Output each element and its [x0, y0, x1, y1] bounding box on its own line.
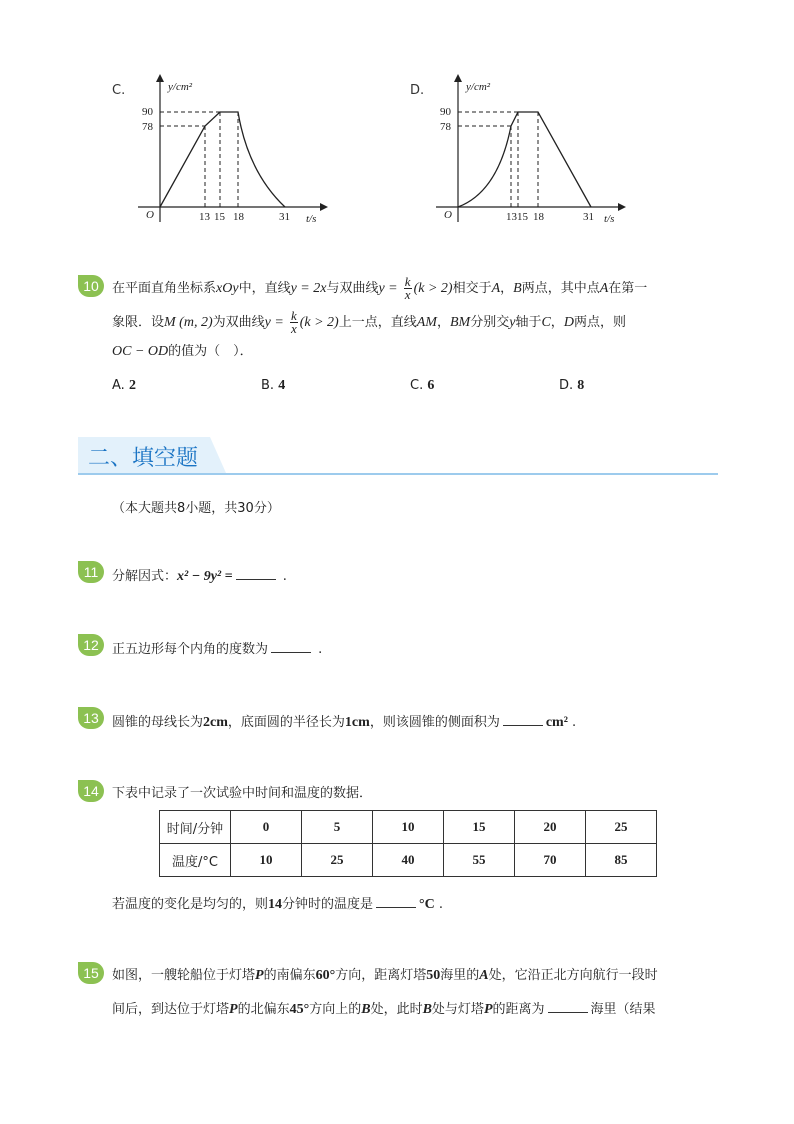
q14-text: 下表中记录了一次试验中时间和温度的数据．	[112, 786, 373, 801]
graph-d-origin: O	[444, 209, 452, 221]
table-cell: 55	[444, 844, 515, 877]
q13-text: 圆锥的母线长为2cm，底面圆的半径长为1cm，则该圆锥的侧面积为 cm² .	[112, 711, 576, 733]
graph-c-y-tick-90: 90	[142, 106, 153, 118]
question-number-13: 13	[78, 707, 104, 729]
q12-answer-blank[interactable]	[271, 638, 311, 653]
section-header	[78, 437, 718, 475]
graph-c-label: C.	[112, 83, 126, 98]
q10-option-c[interactable]: C. 6	[410, 378, 435, 393]
graph-d-y-tick-78: 78	[440, 121, 451, 133]
graph-c-x-tick-15: 15	[214, 211, 225, 223]
q10-line-1: 在平面直角坐标系xOy中，直线y = 2x与双曲线y = $\frac{k}{x}$ (k > 2)相交于A，B两点，其中点A在第一	[112, 274, 648, 302]
graph-c	[130, 72, 330, 232]
q10-line-3: OC − OD的值为（ ）．	[112, 344, 253, 359]
graph-d	[428, 72, 628, 232]
section-title: 二、填空题	[88, 446, 199, 471]
graph-c-y-tick-78: 78	[142, 121, 153, 133]
graph-d-y-tick-90: 90	[440, 106, 451, 118]
time-temperature-table	[159, 810, 657, 877]
table-cell: 10	[373, 811, 444, 844]
question-number-11: 11	[78, 561, 104, 583]
graph-d-label: D.	[410, 83, 425, 98]
table-cell: 40	[373, 844, 444, 877]
table-cell: 15	[444, 811, 515, 844]
fraction-k-over-x: $\frac{k}{x}$	[404, 274, 411, 302]
table-cell: 0	[231, 811, 302, 844]
section-divider	[78, 473, 718, 475]
graph-c-origin: O	[146, 209, 154, 221]
graph-d-x-tick-31: 31	[583, 211, 594, 223]
question-number-10: 10	[78, 275, 104, 297]
graph-c-y-unit: y/cm²	[168, 81, 193, 93]
graph-c-x-tick-31: 31	[279, 211, 290, 223]
table-row	[160, 811, 657, 844]
question-number-12: 12	[78, 634, 104, 656]
graph-d-y-unit: y/cm²	[466, 81, 491, 93]
graph-d-x-unit: t/s	[604, 213, 615, 225]
fraction-k-over-x-2: $\frac{k}{x}$	[290, 308, 297, 336]
q14-answer-blank[interactable]	[376, 893, 416, 908]
q15-answer-blank[interactable]	[548, 998, 588, 1013]
graph-d-x-tick-18: 18	[533, 211, 544, 223]
question-number-14: 14	[78, 780, 104, 802]
question-number-15: 15	[78, 962, 104, 984]
q12-text: 正五边形每个内角的度数为 .	[112, 638, 322, 660]
graph-c-x-unit: t/s	[306, 213, 317, 225]
graph-c-x-tick-13: 13	[199, 211, 210, 223]
table-cell: 25	[302, 844, 373, 877]
q11-text: 分解因式：x² − 9y² = .	[112, 565, 287, 587]
q10-option-b[interactable]: B. 4	[261, 378, 286, 393]
table-cell: 10	[231, 844, 302, 877]
table-header-temperature: 温度/°C	[160, 844, 231, 877]
q13-answer-blank[interactable]	[503, 711, 543, 726]
table-cell: 20	[515, 811, 586, 844]
graph-d-x-tick-1315: 1315	[506, 211, 528, 223]
table-cell: 70	[515, 844, 586, 877]
q10-option-d[interactable]: D. 8	[559, 378, 585, 393]
q15-line-1: 如图，一艘轮船位于灯塔P的南偏东60°方向，距离灯塔50海里的A处，它沿正北方向航行一段时	[112, 968, 658, 983]
graph-c-x-tick-18: 18	[233, 211, 244, 223]
q15-line-2: 间后，到达位于灯塔P的北偏东45°方向上的B处，此时B处与灯塔P的距离为 海里（结果	[112, 998, 656, 1020]
q11-answer-blank[interactable]	[236, 565, 276, 580]
q14-question: 若温度的变化是均匀的，则14分钟时的温度是 °C .	[112, 893, 443, 915]
table-cell: 5	[302, 811, 373, 844]
table-cell: 85	[586, 844, 657, 877]
table-cell: 25	[586, 811, 657, 844]
table-row	[160, 844, 657, 877]
q10-line-2: 象限．设M (m, 2)为双曲线y = $\frac{k}{x}$ (k > 2)上一点，直线AM，BM分别交y轴于C，D两点，则	[112, 308, 626, 336]
section-note: （本大题共8小题，共30分）	[112, 501, 280, 516]
table-header-time: 时间/分钟	[160, 811, 231, 844]
q10-option-a[interactable]: A. 2	[112, 378, 136, 393]
